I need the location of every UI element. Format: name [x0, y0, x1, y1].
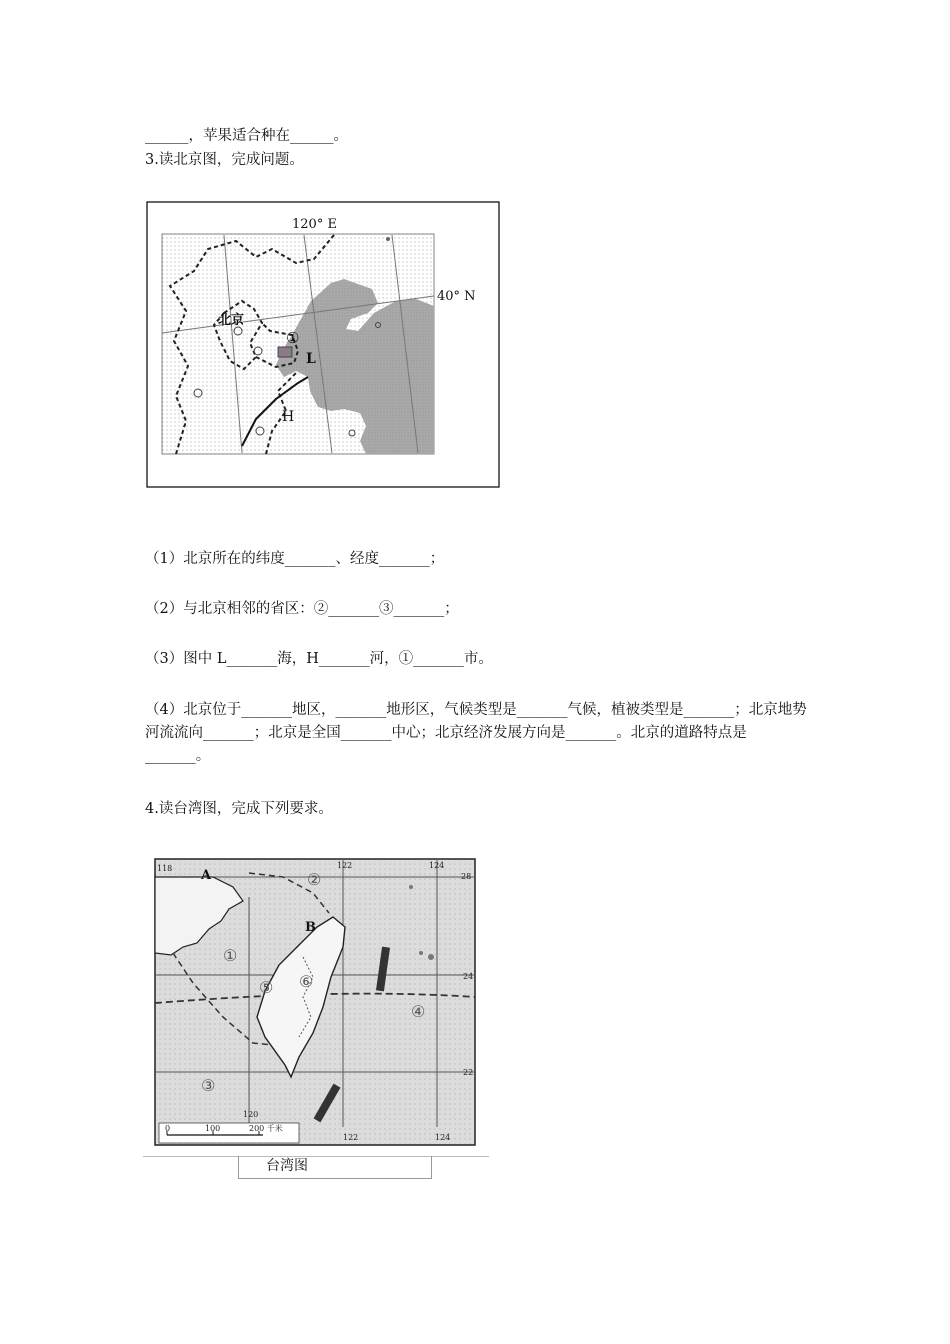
label-c3: ③ — [201, 1076, 216, 1095]
taiwan-map — [153, 857, 477, 1147]
question-3-2: （2）与北京相邻的省区：②_______③_______； — [145, 601, 459, 617]
label-c1: ① — [223, 946, 238, 965]
question-3-4: （4）北京位于_______地区，_______地形区，气候类型是_______气候，植被类型是_______；北京地势河流流向_______；北京是全国_______中心；北京经济发展方向是_______。北京的道路特点是_______。 — [145, 702, 807, 764]
lon-label: 120° E — [292, 217, 337, 232]
circle-1-label: ① — [286, 329, 300, 347]
scale-100: 100 — [205, 1124, 221, 1133]
lon-124-top: 124 — [429, 861, 445, 870]
question-3-heading: 3.读北京图，完成问题。 — [145, 152, 304, 168]
lon-122-bottom: 122 — [343, 1133, 359, 1142]
text-line-apple: ______，苹果适合种在______。 — [145, 128, 348, 144]
question-3-3: （3）图中 L_______海，H_______河，①_______市。 — [145, 651, 493, 667]
label-b: B — [305, 920, 316, 935]
beijing-label: 北京 — [218, 313, 245, 328]
label-c4: ④ — [411, 1002, 426, 1021]
lon-120-bottom: 120 — [243, 1110, 259, 1119]
question-3-1: （1）北京所在的纬度_______、经度_______； — [145, 551, 445, 567]
beijing-map — [146, 201, 500, 488]
label-a: A — [201, 868, 212, 883]
lat-22: 22 — [463, 1068, 474, 1077]
scale-bar — [159, 1123, 299, 1143]
scale-0: 0 — [165, 1124, 171, 1133]
taiwan-map-caption: 台湾图 — [266, 1158, 308, 1174]
lat-28: 28 — [461, 872, 472, 881]
lat-24: 24 — [463, 972, 474, 981]
question-4-heading: 4.读台湾图，完成下列要求。 — [145, 801, 333, 817]
scale-200: 200 千米 — [249, 1124, 283, 1133]
label-h: H — [282, 409, 295, 425]
label-l: L — [306, 351, 316, 367]
lon-124-bottom: 124 — [435, 1133, 451, 1142]
lat-label: 40° N — [437, 289, 476, 304]
lon-118: 118 — [157, 864, 173, 873]
label-c5: ⑤ — [259, 978, 274, 997]
label-c6: ⑥ — [299, 972, 314, 991]
lon-122-top: 122 — [337, 861, 353, 870]
label-c2: ② — [307, 870, 322, 889]
